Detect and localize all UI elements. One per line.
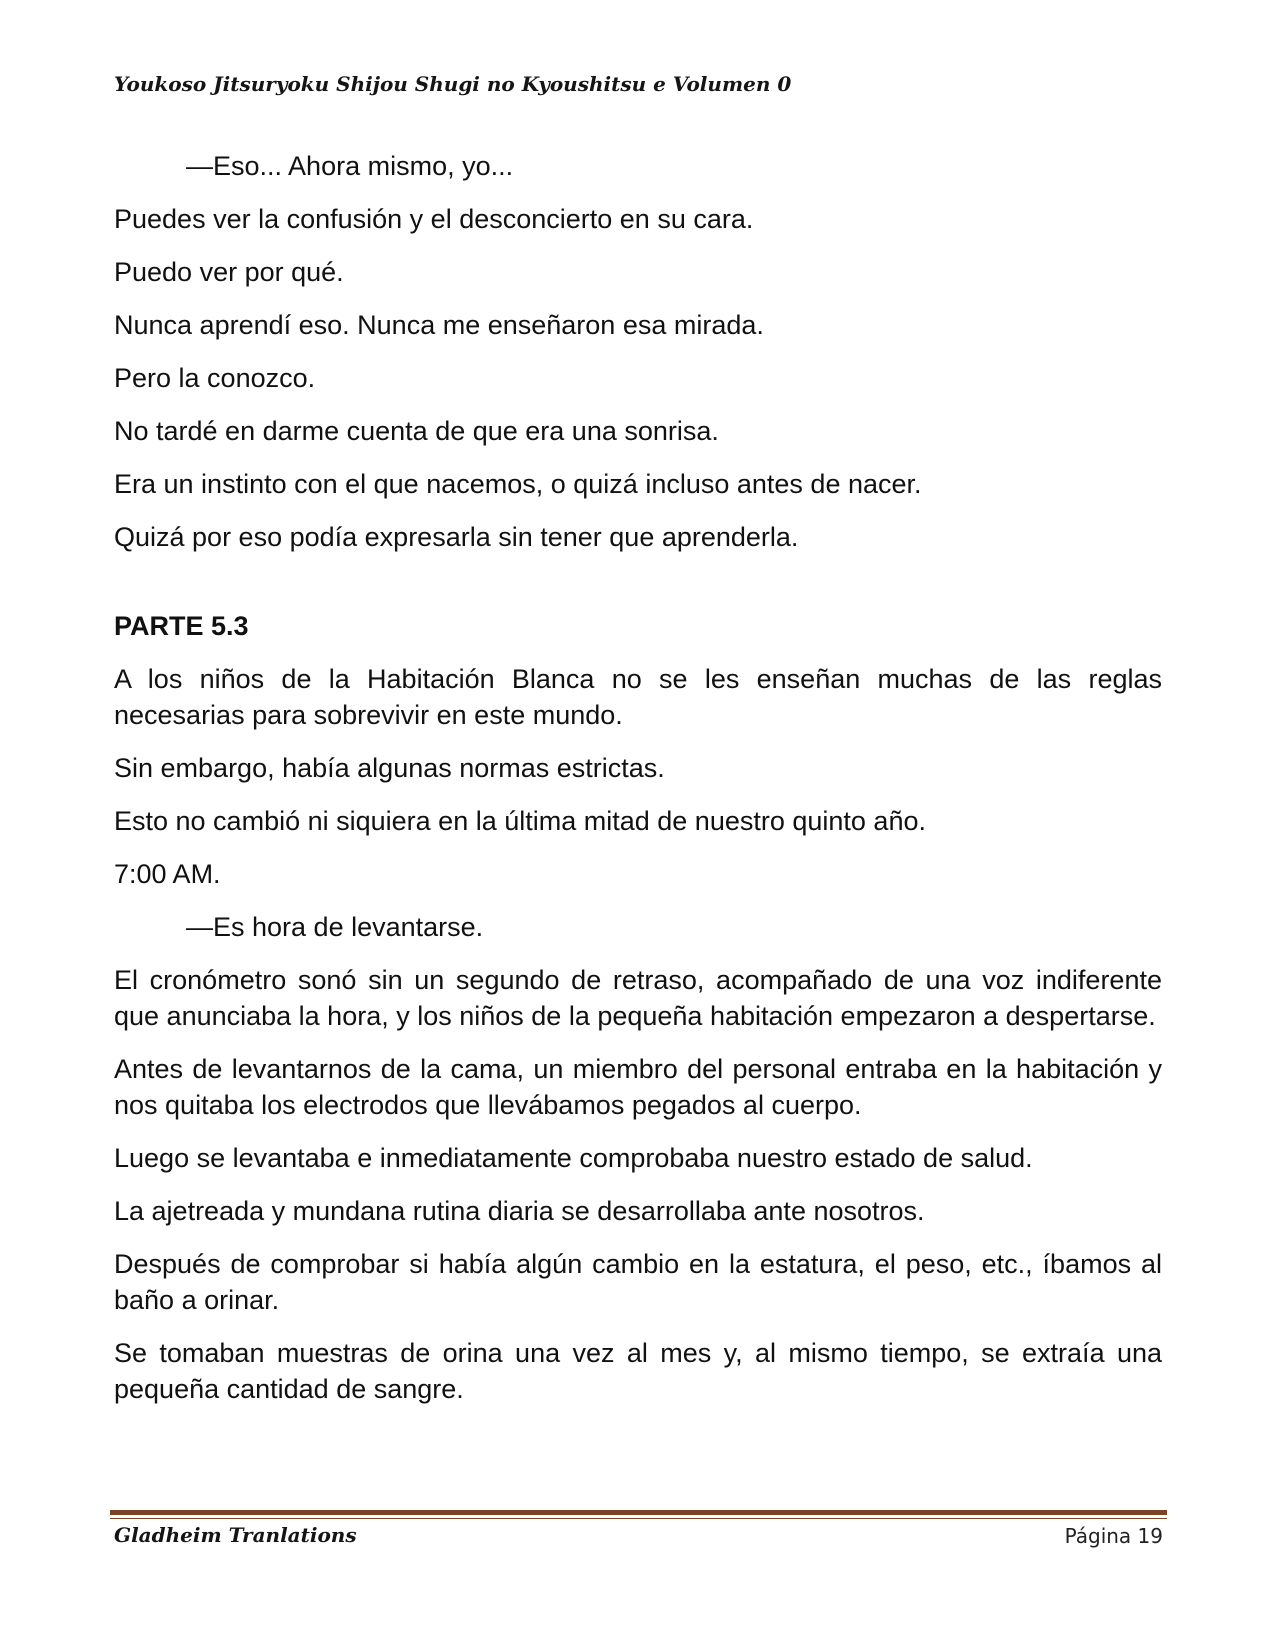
page-header-title: Youkoso Jitsuryoku Shijou Shugi no Kyoushitsu e Volumen 0 — [114, 72, 792, 96]
section-heading: PARTE 5.3 — [114, 611, 249, 641]
paragraph: Se tomaban muestras de orina una vez al mes y, al mismo tiempo, se extraía una pequeña cantidad de sangre. — [114, 1338, 1162, 1404]
paragraph: No tardé en darme cuenta de que era una sonrisa. — [114, 416, 719, 446]
paragraph: Era un instinto con el que nacemos, o quizá incluso antes de nacer. — [114, 469, 922, 499]
time-stamp-line: 7:00 AM. — [114, 859, 221, 889]
dialogue-line: —Eso... Ahora mismo, yo... — [186, 151, 514, 181]
paragraph: Antes de levantarnos de la cama, un miembro del personal entraba en la habitación y nos quitaba los electrodos que llevábamos pegados al cuerpo. — [114, 1054, 1162, 1120]
paragraph: Pero la conozco. — [114, 363, 316, 393]
paragraph: Puedo ver por qué. — [114, 257, 344, 287]
paragraph: Puedes ver la confusión y el desconcierto en su cara. — [114, 204, 754, 234]
paragraph: La ajetreada y mundana rutina diaria se desarrollaba ante nosotros. — [114, 1196, 925, 1226]
paragraph: Nunca aprendí eso. Nunca me enseñaron esa mirada. — [114, 310, 764, 340]
paragraph: Sin embargo, había algunas normas estrictas. — [114, 753, 665, 783]
paragraph: Quizá por eso podía expresarla sin tener que aprenderla. — [114, 522, 799, 552]
paragraph: Luego se levantaba e inmediatamente comprobaba nuestro estado de salud. — [114, 1143, 1033, 1173]
page-body — [114, 148, 1162, 1424]
section-spacer — [114, 572, 1162, 608]
dialogue-line: —Es hora de levantarse. — [186, 912, 484, 942]
page-number: 19 — [1137, 1524, 1163, 1548]
page-label: Página — [1064, 1524, 1132, 1548]
footer-rule-thin — [110, 1518, 1167, 1519]
page-number-block — [1065, 1524, 1163, 1548]
footer-rule-thick — [110, 1510, 1167, 1515]
paragraph: Esto no cambió ni siquiera en la última mitad de nuestro quinto año. — [114, 806, 926, 836]
paragraph: A los niños de la Habitación Blanca no se les enseñan muchas de las reglas necesarias para sobrevivir en este mundo. — [114, 664, 1162, 730]
paragraph: El cronómetro sonó sin un segundo de retraso, acompañado de una voz indiferente que anunciaba la hora, y los niños de la pequeña habitación empezaron a despertarse. — [114, 965, 1162, 1031]
paragraph: Después de comprobar si había algún cambio en la estatura, el peso, etc., íbamos al baño a orinar. — [114, 1249, 1162, 1315]
footer-credit: Gladheim Tranlations — [114, 1523, 357, 1547]
